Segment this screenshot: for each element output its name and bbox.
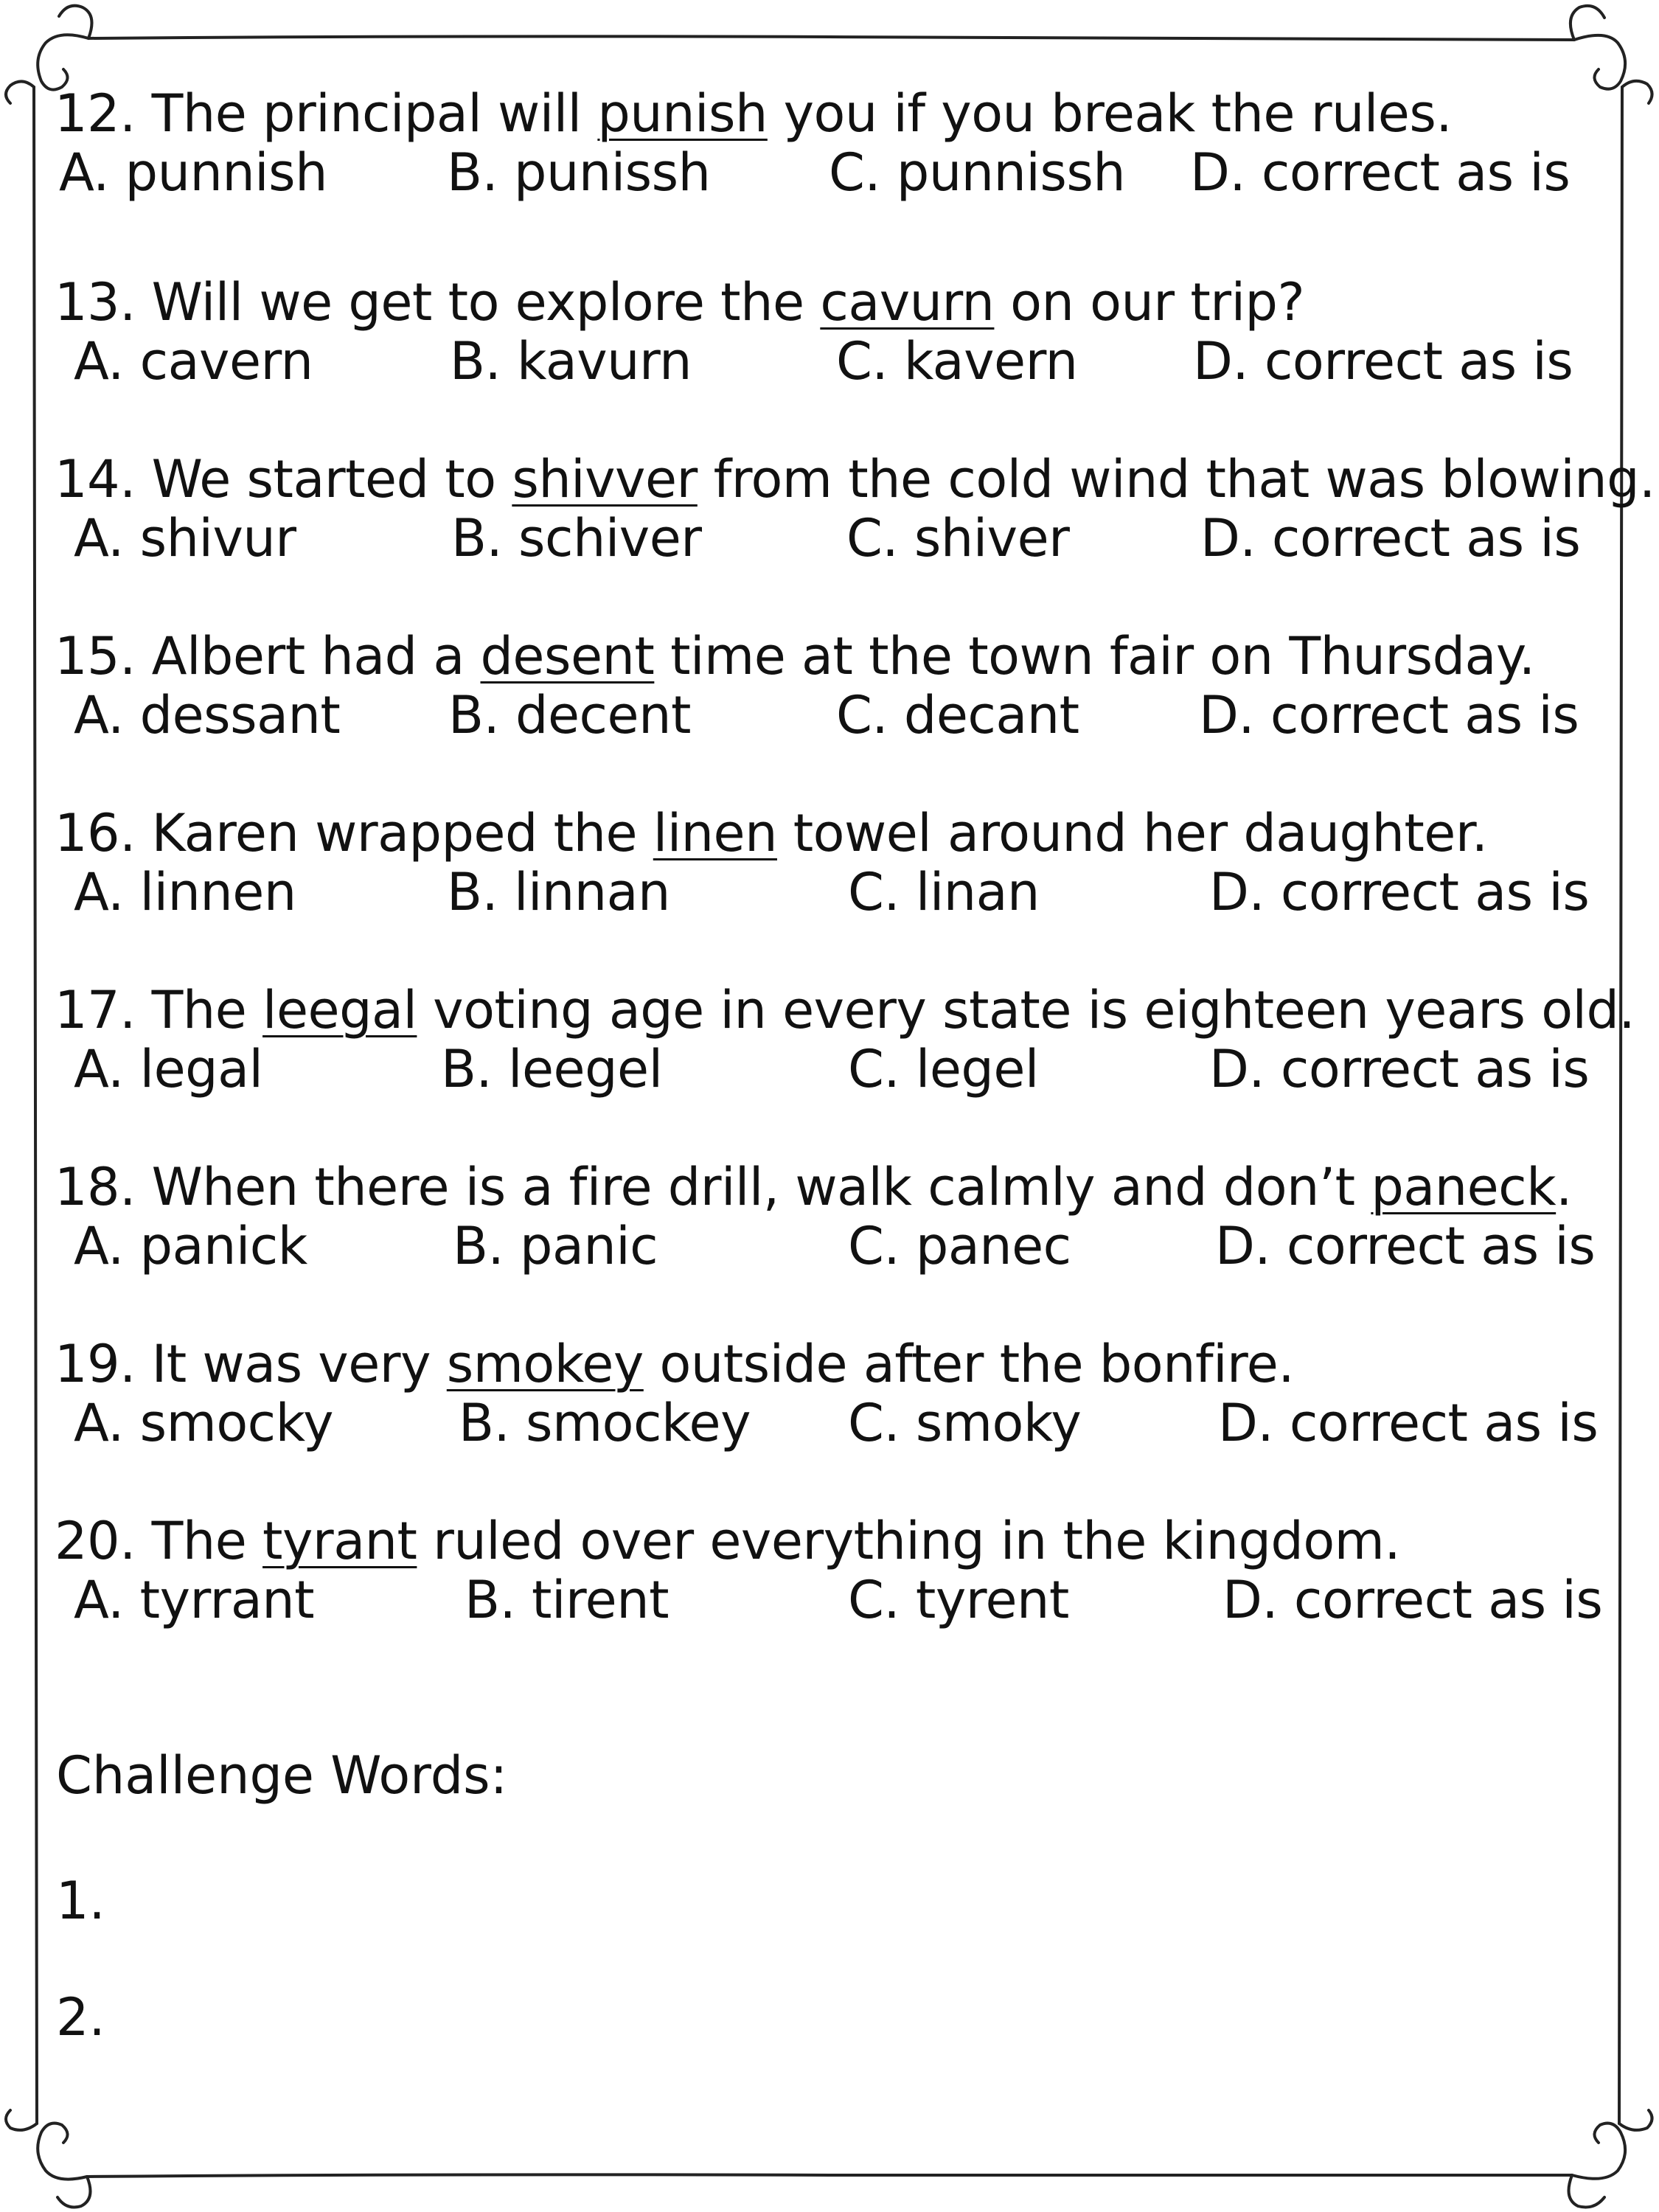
question-stem [55,449,1655,509]
option-a[interactable]: A. tyrrant [74,1570,315,1630]
option-d[interactable]: D. correct as is [1190,142,1571,203]
stem-text-after: on our trip? [994,272,1305,333]
underlined-word: leegal [262,980,417,1040]
challenge-heading: Challenge Words: [56,1745,508,1806]
stem-text-before: Will we get to explore the [151,272,821,333]
option-a[interactable]: A. smocky [74,1393,334,1453]
option-d[interactable]: D. correct as is [1193,331,1573,392]
answer-options [55,1040,1610,1099]
stem-text-after: time at the town fair on Thursday. [654,626,1535,686]
option-b[interactable]: B. panic [453,1216,658,1276]
challenge-item-1: 1. [56,1871,105,1931]
stem-text-after: you if you break the rules. [767,83,1453,144]
option-a[interactable]: A. dessant [74,685,341,745]
stem-text-before: It was very [151,1334,447,1394]
question-20 [55,1512,1610,1630]
underlined-word: cavurn [820,272,995,333]
answer-options [55,863,1610,922]
stem-text-before: Albert had a [151,626,481,686]
question-stem [55,1158,1610,1217]
option-c[interactable]: C. kavern [836,331,1078,392]
question-number: 14. [55,449,136,509]
question-stem [55,84,1610,143]
question-13 [55,273,1610,391]
question-stem [55,273,1610,332]
option-b[interactable]: B. schiver [451,508,702,568]
option-d[interactable]: D. correct as is [1218,1393,1599,1453]
question-number: 18. [55,1157,136,1217]
underlined-word: paneck [1371,1157,1557,1217]
question-number: 17. [55,980,136,1040]
answer-options [55,1571,1610,1630]
option-d[interactable]: D. correct as is [1222,1570,1603,1630]
answer-options [55,1394,1610,1453]
stem-text-after: towel around her daughter. [776,803,1488,863]
answer-options [55,686,1610,745]
question-number: 15. [55,626,136,686]
question-stem [55,627,1610,686]
underlined-word: smokey [446,1334,644,1394]
question-17 [55,980,1635,1099]
question-14 [55,449,1655,568]
option-c[interactable]: C. legel [848,1039,1039,1099]
question-15 [55,627,1610,745]
option-c[interactable]: C. tyrent [848,1570,1069,1630]
option-b[interactable]: B. smockey [459,1393,751,1453]
question-19 [55,1335,1610,1453]
option-b[interactable]: B. kavurn [450,331,692,392]
underlined-word: tyrant [262,1511,417,1571]
option-a[interactable]: A. legal [74,1039,263,1099]
option-b[interactable]: B. decent [448,685,691,745]
stem-text-after: . [1556,1157,1572,1217]
option-d[interactable]: D. correct as is [1199,685,1579,745]
question-18 [55,1158,1610,1276]
option-c[interactable]: C. shiver [846,508,1070,568]
question-stem [55,804,1610,863]
option-a[interactable]: A. cavern [74,331,313,392]
underlined-word: shivver [512,449,698,509]
answer-options [55,509,1610,568]
option-c[interactable]: C. decant [836,685,1079,745]
question-number: 12. [55,83,136,144]
stem-text-before: Karen wrapped the [151,803,653,863]
question-12 [55,84,1610,202]
stem-text-before: When there is a fire drill, walk calmly and don’t [151,1157,1371,1217]
stem-text-after: voting age in every state is eighteen years old. [417,980,1635,1040]
option-a[interactable]: A. linnen [74,862,296,922]
option-b[interactable]: B. leegel [441,1039,663,1099]
answer-options [55,1217,1610,1276]
option-d[interactable]: D. correct as is [1215,1216,1596,1276]
question-stem [55,1512,1610,1571]
option-a[interactable]: A. panick [74,1216,307,1276]
answer-options [55,143,1610,202]
question-number: 19. [55,1334,136,1394]
question-stem [55,1335,1610,1394]
question-number: 16. [55,803,136,863]
option-d[interactable]: D. correct as is [1209,862,1590,922]
option-c[interactable]: C. panec [848,1216,1071,1276]
question-16 [55,804,1610,922]
option-c[interactable]: C. punnissh [829,142,1126,203]
question-number: 20. [55,1511,136,1571]
stem-text-before: The principal will [151,83,598,144]
option-a[interactable]: A. shivur [74,508,296,568]
option-c[interactable]: C. linan [848,862,1040,922]
stem-text-after: ruled over everything in the kingdom. [417,1511,1401,1571]
option-b[interactable]: B. punissh [447,142,711,203]
option-b[interactable]: B. tirent [465,1570,669,1630]
answer-options [55,332,1610,391]
underlined-word: linen [653,803,777,863]
stem-text-before: The [151,980,263,1040]
option-b[interactable]: B. linnan [447,862,670,922]
option-a[interactable]: A. punnish [59,142,327,203]
stem-text-after: outside after the bonfire. [643,1334,1295,1394]
stem-text-after: from the cold wind that was blowing. [697,449,1655,509]
option-d[interactable]: D. correct as is [1200,508,1581,568]
question-number: 13. [55,272,136,333]
underlined-word: desent [480,626,655,686]
challenge-item-2: 2. [56,1987,105,2048]
underlined-word: punish [597,83,768,144]
option-c[interactable]: C. smoky [848,1393,1082,1453]
question-stem [55,980,1635,1040]
stem-text-before: The [151,1511,263,1571]
stem-text-before: We started to [151,449,512,509]
option-d[interactable]: D. correct as is [1209,1039,1590,1099]
